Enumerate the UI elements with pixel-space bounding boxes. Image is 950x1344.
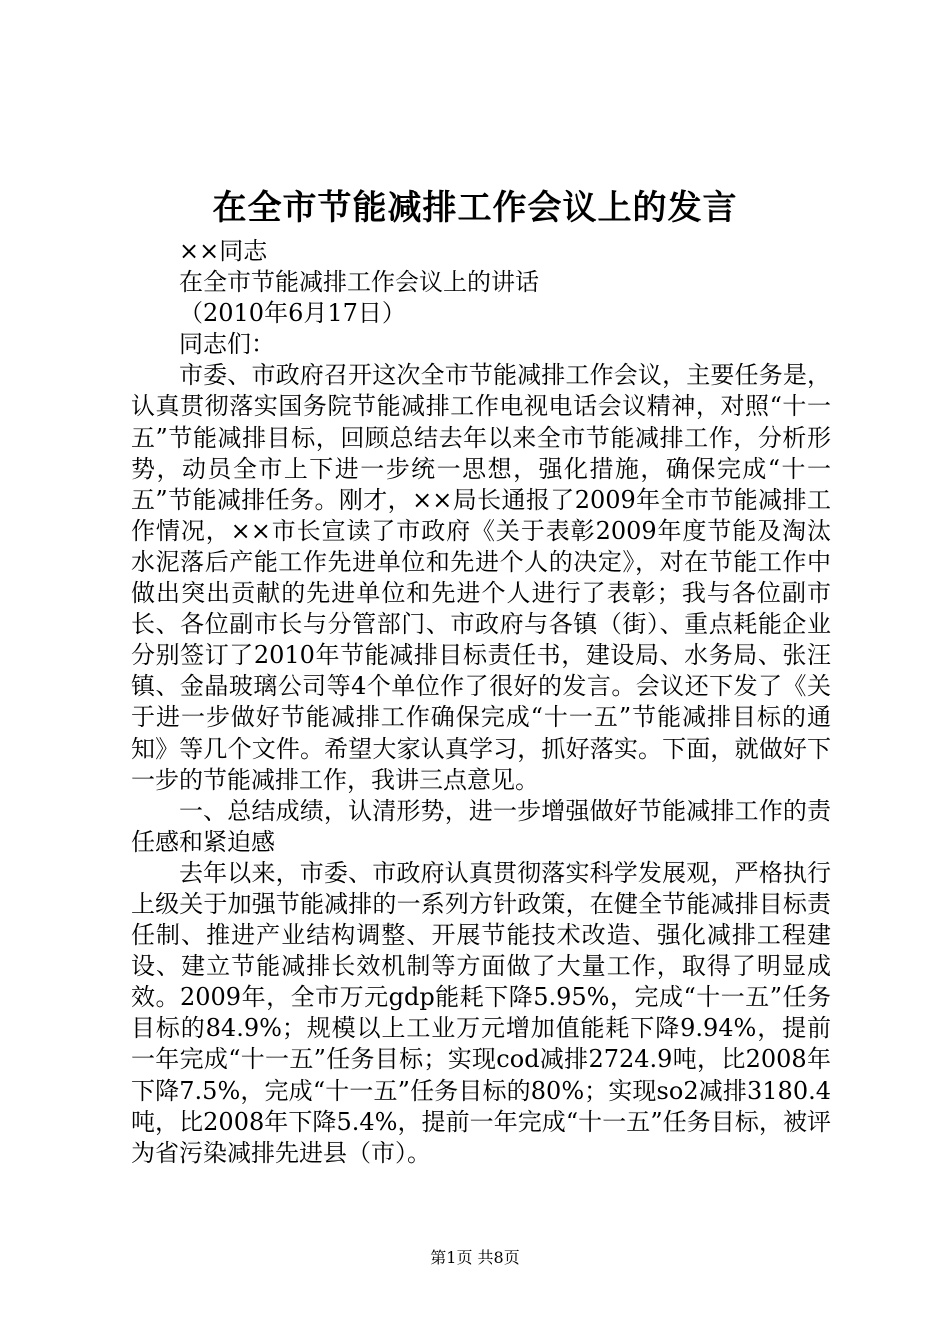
paragraph-subtitle: 在全市节能减排工作会议上的讲话 [179,268,539,297]
paragraph-date: （2010年6月17日） [179,299,406,328]
page-footer: 第1页 共8页 [430,1248,520,1267]
document-body [131,236,831,1169]
paragraph-intro: 市委、市政府召开这次全市节能减排工作会议，主要任务是，认真贯彻落实国务院节能减排工作电视电话会议精神，对照“十一五”节能减排目标，回顾总结去年以来全市节能减排工作，分析形势，动员全市上下进一步统一思想，强化措施，确保完成“十一五”节能减排任务。刚才，××局长通报了2009年全市节能减排工作情况，××市长宣读了市政府《关于表彰2009年度节能及淘汰水泥落后产能工作先进单位和先进个人的决定》，对在节能工作中做出突出贡献的先进单位和先进个人进行了表彰；我与各位副市长、各位副市长与分管部门、市政府与各镇（街）、重点耗能企业分别签订了2010年节能减排目标责任书，建设局、水务局、张汪镇、金晶玻璃公司等4个单位作了很好的发言。会议还下发了《关于进一步做好节能减排工作确保完成“十一五”节能减排目标的通知》等几个文件。希望大家认真学习，抓好落实。下面，就做好下一步的节能减排工作，我讲三点意见。 [131,361,831,794]
document-title: 在全市节能减排工作会议上的发言 [212,188,738,228]
paragraph-achievements: 去年以来，市委、市政府认真贯彻落实科学发展观，严格执行上级关于加强节能减排的一系列方针政策，在健全节能减排目标责任制、推进产业结构调整、开展节能技术改造、强化减排工程建设、建立节能减排长效机制等方面做了大量工作，取得了明显成效。2009年，全市万元gdp能耗下降5.95%，完成“十一五”任务目标的84.9%；规模以上工业万元增加值能耗下降9.94%，提前一年完成“十一五”任务目标；实现cod减排2724.9吨，比2008年下降7.5%，完成“十一五”任务目标的80%；实现so2减排3180.4吨，比2008年下降5.4%，提前一年完成“十一五”任务目标，被评为省污染减排先进县（市）。 [131,858,831,1167]
paragraph-addressee: ××同志 [179,237,268,265]
paragraph-salutation: 同志们： [179,330,275,359]
paragraph-section-heading: 一、总结成绩，认清形势，进一步增强做好节能减排工作的责任感和紧迫感 [131,796,831,856]
